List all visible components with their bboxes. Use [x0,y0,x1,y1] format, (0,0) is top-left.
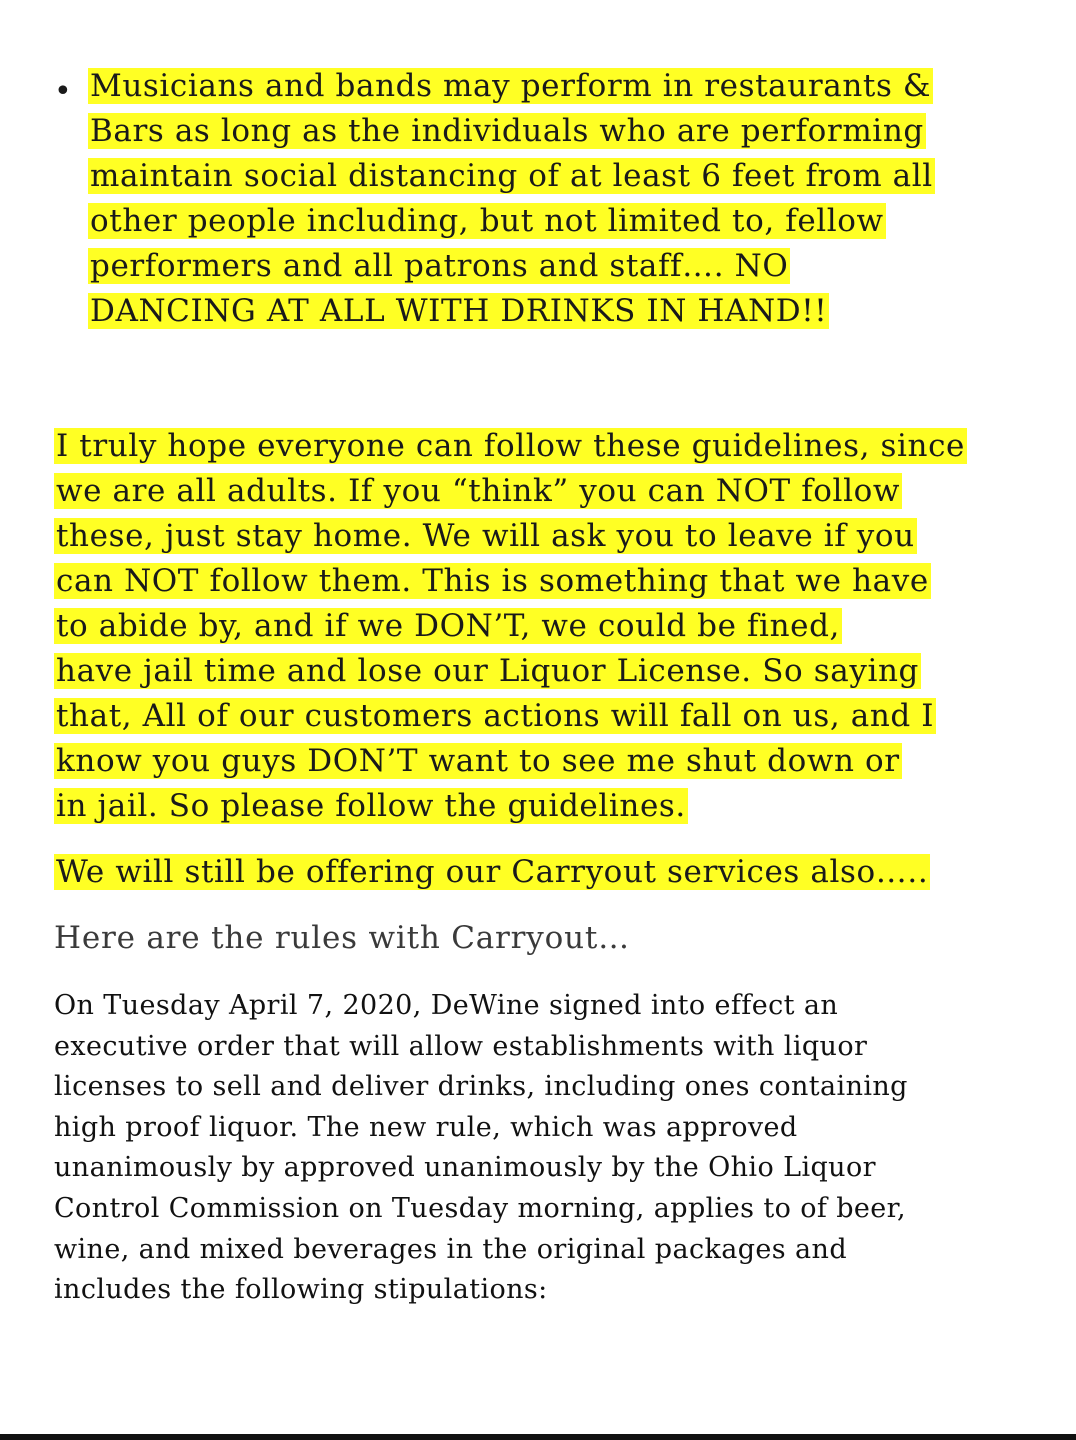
paragraph-line: know you guys DON’T want to see me shut down or [56,743,900,779]
paragraph-line: can NOT follow them. This is something that we have [56,563,929,599]
paragraph-guidelines [54,424,1054,829]
paragraph-line: wine, and mixed beverages in the original packages and [54,1233,847,1265]
paragraph-line: licenses to sell and deliver drinks, including ones containing [54,1071,908,1103]
paragraph-line: Control Commission on Tuesday morning, applies to of beer, [54,1192,906,1224]
carryout-offer-text: We will still be offering our Carryout services also….. [56,854,929,890]
bullet-line: maintain social distancing of at least 6 feet from all [90,158,933,194]
paragraph-line: high proof liquor. The new rule, which was approved [54,1111,798,1143]
paragraph-line: that, All of our customers actions will fall on us, and I [56,698,935,734]
bullet-line: Musicians and bands may perform in restaurants & [90,68,932,104]
paragraph-line: executive order that will allow establishments with liquor [54,1030,868,1062]
paragraph-line: these, just stay home. We will ask you to leave if you [56,518,915,554]
paragraph-line: we are all adults. If you “think” you can NOT follow [56,473,900,509]
paragraph-line: On Tuesday April 7, 2020, DeWine signed into effect an [54,990,839,1021]
bullet-line: DANCING AT ALL WITH DRINKS IN HAND!! [90,293,828,329]
paragraph-line: in jail. So please follow the guidelines. [56,788,686,824]
bullet-line: Bars as long as the individuals who are performing [90,113,924,149]
paragraph-line: to abide by, and if we DON’T, we could be fined, [56,608,840,644]
bullet-line: other people including, but not limited to, fellow [90,203,884,239]
paragraph-line: unanimously by approved unanimously by the Ohio Liquor [54,1152,876,1184]
paragraph-carryout-offer [54,850,930,895]
bullet-line: performers and all patrons and staff…. NO [90,248,789,284]
paragraph-executive-order [54,986,1054,1311]
carryout-rules-heading: Here are the rules with Carryout… [54,920,630,956]
bullet-marker: • [54,74,72,109]
paragraph-line: have jail time and lose our Liquor License. So saying [56,653,920,689]
paragraph-line: includes the following stipulations: [54,1274,548,1306]
paragraph-line: I truly hope everyone can follow these guidelines, since [56,428,965,464]
bullet-text [88,64,1038,334]
bottom-edge-bar [0,1434,1076,1440]
